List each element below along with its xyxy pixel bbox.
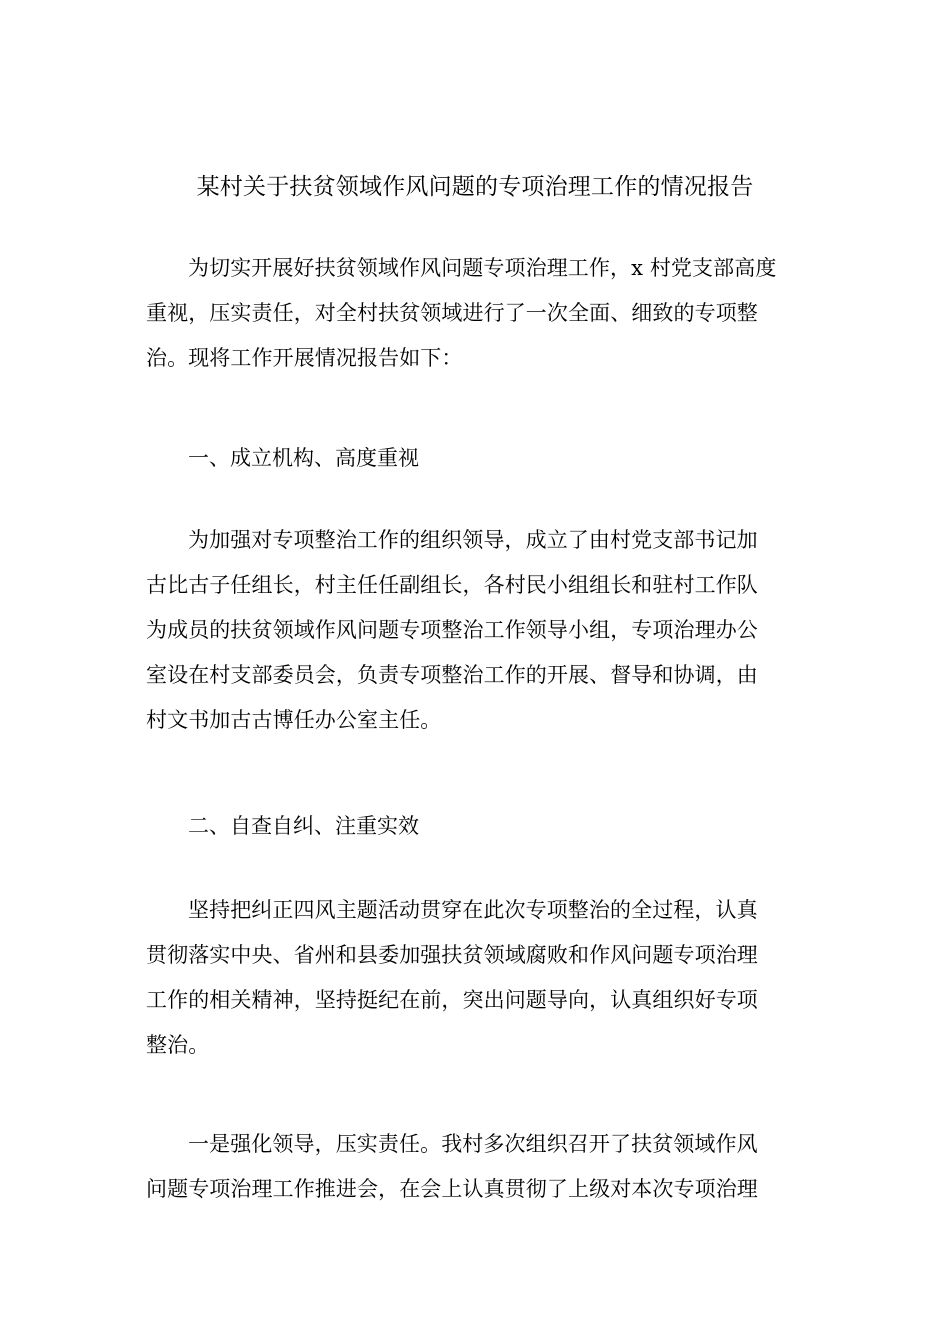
section-2-heading: 二、自查自纠、注重实效 [188, 814, 419, 838]
section-1-line-5: 村文书加古古博任办公室主任。 [146, 708, 442, 732]
section-1-line-3: 为成员的扶贫领域作风问题专项整治工作领导小组，专项治理办公 [146, 618, 758, 642]
intro-paragraph [146, 246, 806, 381]
section-1-line-2: 古比古子任组长，村主任任副组长，各村民小组组长和驻村工作队 [146, 573, 758, 597]
point-1-paragraph [146, 1122, 806, 1212]
section-2-line-3: 工作的相关精神，坚持挺纪在前，突出问题导向，认真组织好专项 [146, 988, 758, 1012]
point-1-line-1: 一是强化领导，压实责任。我村多次组织召开了扶贫领域作风 [188, 1132, 758, 1156]
section-1-line-4: 室设在村支部委员会，负责专项整治工作的开展、督导和协调，由 [146, 663, 758, 687]
intro-line-1: 为切实开展好扶贫领域作风问题专项治理工作，x 村党支部高度 [188, 256, 777, 280]
section-1-heading: 一、成立机构、高度重视 [188, 446, 419, 470]
intro-line-3: 治。现将工作开展情况报告如下： [146, 346, 463, 370]
section-2-paragraph [146, 888, 806, 1068]
intro-line-2: 重视，压实责任，对全村扶贫领域进行了一次全面、细致的专项整 [146, 301, 758, 325]
point-1-line-2: 问题专项治理工作推进会，在会上认真贯彻了上级对本次专项治理 [146, 1177, 758, 1201]
section-1-line-1: 为加强对专项整治工作的组织领导，成立了由村党支部书记加 [188, 528, 758, 552]
section-2-line-1: 坚持把纠正四风主题活动贯穿在此次专项整治的全过程，认真 [188, 898, 758, 922]
document-title: 某村关于扶贫领域作风问题的专项治理工作的情况报告 [196, 174, 754, 200]
section-2-line-4: 整治。 [146, 1033, 210, 1057]
section-1-paragraph [146, 518, 806, 743]
section-2-line-2: 贯彻落实中央、省州和县委加强扶贫领域腐败和作风问题专项治理 [146, 943, 758, 967]
